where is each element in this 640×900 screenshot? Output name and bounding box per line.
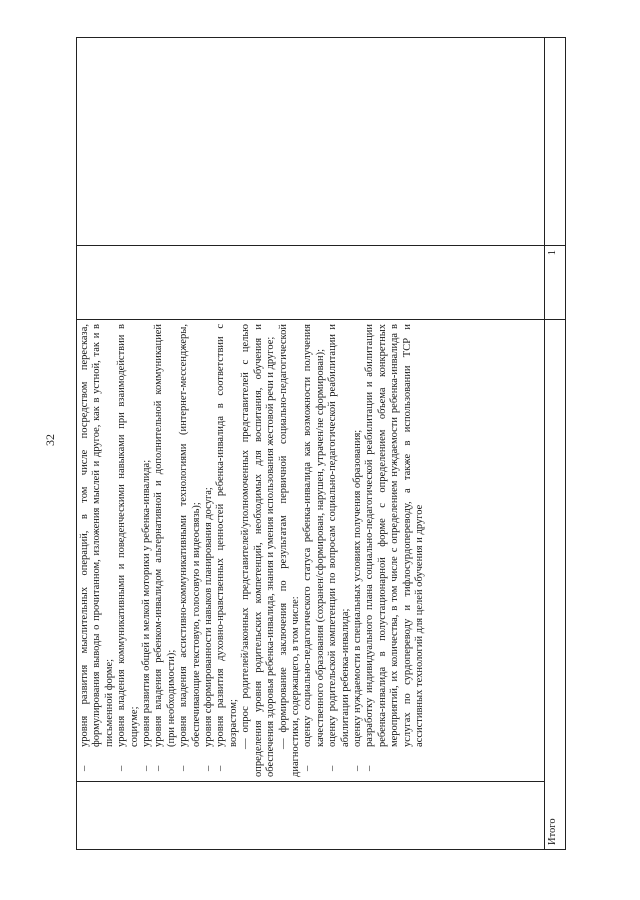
list-item-marker: – [153,765,165,771]
list-item [364,324,426,777]
list-item-text: уровня развития общей и мелкой моторики у ребенка-инвалида; [141,459,153,747]
list-item-marker: – [203,765,215,771]
paragraph-text: формирование заключения по результатам первичной социально-педагогической диагностики, содержащего, в том числе: [277,324,301,777]
paragraph-item [278,324,303,777]
list-item-text: уровня сформированности навыков планирования досуга; [203,487,215,747]
table-row [77,38,545,850]
paragraph-marker: — [240,738,252,749]
total-value: 1 [545,246,566,320]
list-item [79,324,116,777]
list-item-marker: – [327,765,339,771]
list-item [178,324,203,777]
table-cell-empty [77,246,545,320]
list-item [352,324,364,777]
list-item [141,324,153,777]
table-cell-content [77,320,545,782]
list-item-marker: – [141,765,153,771]
list-item [153,324,178,777]
list-item-marker: – [215,765,227,771]
list-item-marker: – [302,765,314,771]
list-item [203,324,215,777]
list-item [302,324,327,777]
list-item [327,324,352,777]
list-item-text: оценку нуждаемости в специальных условиях получения образования; [351,429,363,747]
table-cell-empty [77,38,545,246]
list-item-text: уровня развития духовно-нравственных ценностей ребенка-инвалида в соответствии с возрастом; [215,324,239,747]
list-item-text: разработку индивидуального плана социально-педагогической реабилитации и абилитации ребенка-инвалида в полустационарной форме с определением объема конкретных мероприятий, их количества, в том числе с определением нуждаемости ребенка-инвалида в услугах по сурдопереводу и тифлосурдопереводу, а также в использовании ТСР и ассистивных технологий для целей обучения и другое [364,324,425,747]
paragraph-item [240,324,277,777]
list-item-marker: – [351,765,363,771]
list-item [215,324,240,777]
table-cell-empty [77,782,545,850]
list-item-marker: – [79,765,90,771]
table-row-total [545,38,566,850]
list-item-text: уровня владения ребенком-инвалидом альтернативной и дополнительной коммуникацией (при необходимости); [153,324,177,747]
paragraph-marker: — [277,738,289,749]
list-item-text: оценку родительской компетенции по вопросам социально-педагогической реабилитации и абилитации ребенка-инвалида; [327,324,351,747]
list-item-marker: – [364,765,376,771]
list-item-marker: – [116,765,128,771]
list-item-text: оценку социально-педагогического статуса ребенка-инвалида как возможности получения качественного образования (сохранен/сформирован, нарушен, утрачен/не сформирован); [302,324,326,747]
list-item-text: уровня владения коммуникативными и поведенческими навыками при взаимодействии в социуме; [116,324,140,747]
list-item-marker: – [178,765,190,771]
paragraph-text: опрос родителей/законных представителей/уполномоченных представителей с целью определения уровня родительских компетенций, необходимых для воспитания, обучения и обеспечения здоровья ребенка-инвалида, знания и умения использования жестовой речи и другое; [240,324,277,777]
total-label: Итого [545,320,566,850]
services-table [76,37,566,850]
list-item-text: уровня развития мыслительных операций, в том числе посредством пересказа, формулирования выводы о прочитанном, изложения мыслей и другое, как в устной, так и в письменной форме; [79,324,115,747]
table-cell-empty [545,38,566,246]
list-item-text: уровня владения ассистивно-коммуникативными технологиями (интернет-мессенджеры, обеспечивающие текстовую, голосовую и видеосвязь); [178,324,202,747]
rotated-page-content [76,38,566,850]
page-number: 32 [43,434,57,446]
list-item [116,324,141,777]
